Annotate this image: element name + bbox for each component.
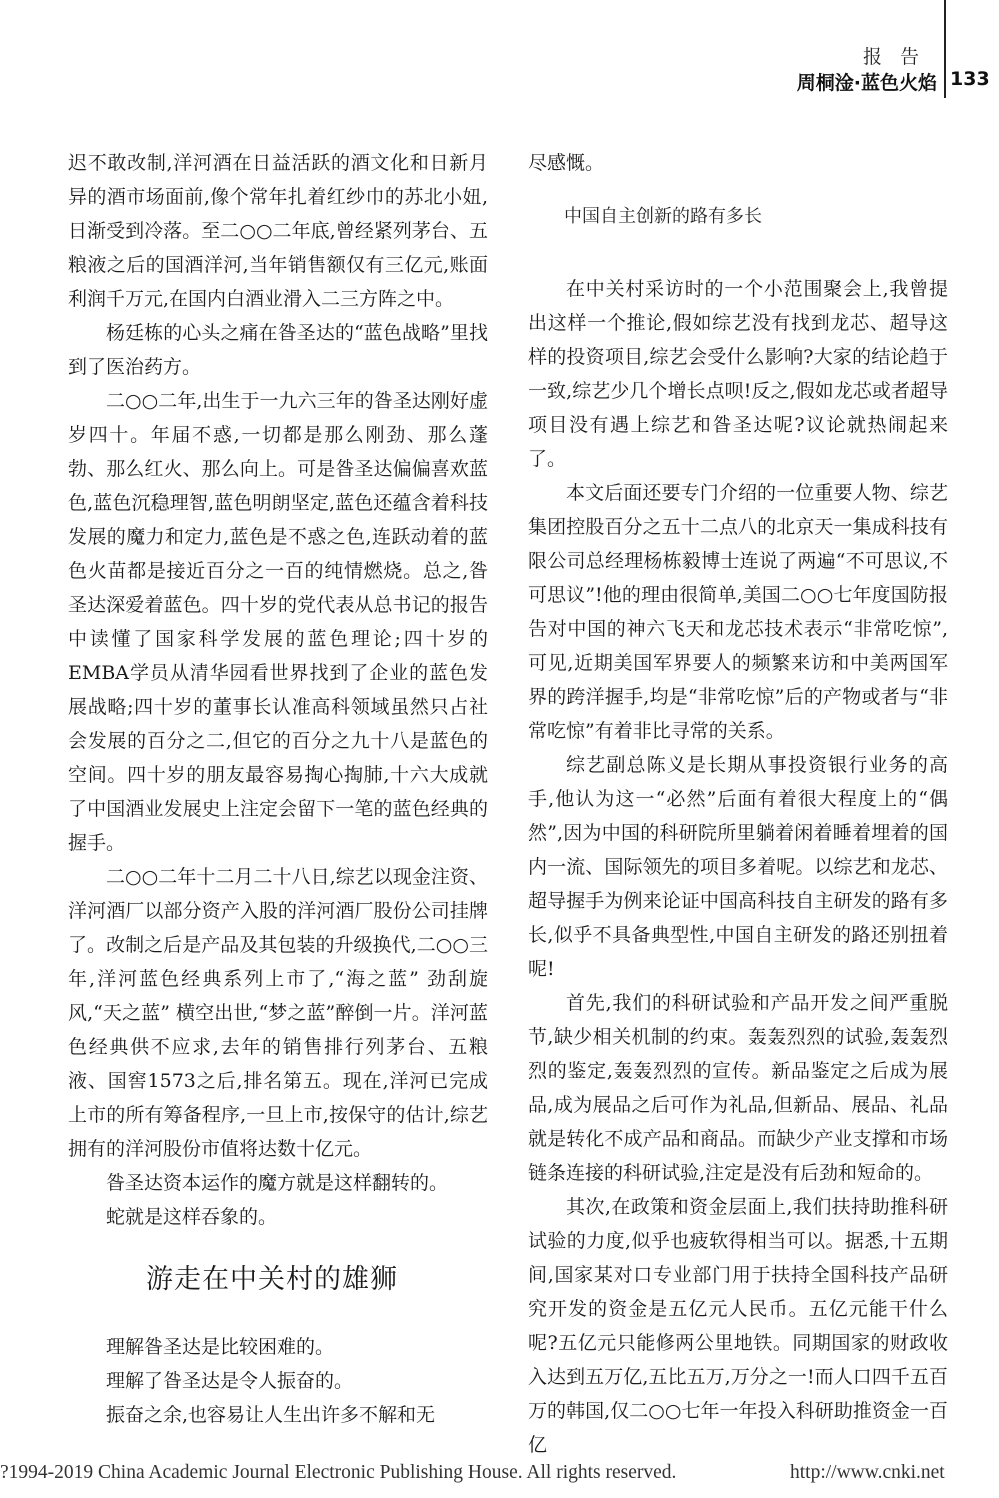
paragraph-continuation: 尽感慨。 (528, 152, 605, 174)
paragraph: 本文后面还要专门介绍的一位重要人物、综艺集团控股百分之五十二点八的北京天一集成科技有限公司总经理杨栋毅博士连说了两遍“不可思议,不可思议”!他的理由很简单,美国二○○七年度国防报告对中国的神六飞天和龙芯技术表示“非常吃惊”,可见,近期美国军界要人的频繁来访和中美两国军界的跨洋握手,均是“非常吃惊”后的产物或者与“非常吃惊”有着非比寻常的关系。 (528, 482, 948, 742)
paragraph: 二○○二年,出生于一九六三年的昝圣达刚好虚岁四十。年届不惑,一切都是那么刚劲、那么蓬勃、那么红火、那么向上。可是昝圣达偏偏喜欢蓝色,蓝色沉稳理智,蓝色明朗坚定,蓝色还蕴含着科技发展的魔力和定力,蓝色是不惑之色,连跃动着的蓝色火苗都是接近百分之一百的纯情燃烧。总之,昝圣达深爱着蓝色。四十岁的党代表从总书记的报告中读懂了国家科学发展的蓝色理论;四十岁的EMBA学员从清华园看世界找到了企业的蓝色发展战略;四十岁的董事长认准高科领域虽然只占社会发展的百分之二,但它的百分之九十八是蓝色的空间。四十岁的朋友最容易掏心掏肺,十六大成就了中国酒业发展史上注定会留下一笔的蓝色经典的握手。 (68, 390, 488, 854)
closing-line: 蛇就是这样吞象的。 (106, 1206, 278, 1228)
paragraph: 在中关村采访时的一个小范围聚会上,我曾提出这样一个推论,假如综艺没有找到龙芯、超导这样的投资项目,综艺会受什么影响?大家的结论趋于一致,综艺少几个增长点呗!反之,假如龙芯或者超导项目没有遇上综艺和昝圣达呢?议论就热闹起来了。 (528, 278, 948, 470)
paragraph: 杨廷栋的心头之痛在昝圣达的“蓝色战略”里找到了医治药方。 (68, 322, 488, 378)
left-column (68, 146, 488, 1432)
footer-url[interactable]: http://www.cnki.net (790, 1462, 945, 1483)
closing-line: 昝圣达资本运作的魔方就是这样翻转的。 (106, 1172, 449, 1194)
paragraph: 其次,在政策和资金层面上,我们扶持助推科研试验的力度,似乎也疲软得相当可以。据悉,十五期间,国家某对口专业部门用于扶持全国科技产品研究开发的资金是五亿元人民币。五亿元能干什么呢?五亿元只能修两公里地铁。同期国家的财政收入达到五万亿,五比五万,万分之一!而人口四千五百万的韩国,仅二○○七年一年投入科研助推资金一百亿 (528, 1196, 948, 1456)
page-footer (0, 1462, 999, 1484)
right-column (528, 146, 948, 1462)
copyright-notice: ?1994-2019 China Academic Journal Electronic Publishing House. All rights reserved. (0, 1462, 677, 1483)
section-label: 报告 (862, 46, 937, 68)
section-line: 理解了昝圣达是令人振奋的。 (106, 1370, 354, 1392)
paragraph: 振奋之余,也容易让人生出许多不解和无 (106, 1404, 436, 1426)
paragraph: 综艺副总陈义是长期从事投资银行业务的高手,他认为这一“必然”后面有着很大程度上的“偶然”,因为中国的科研院所里躺着闲着睡着埋着的国内一流、国际领先的项目多着呢。以综艺和龙芯、超导握手为例来论证中国高科技自主研发的路有多长,似乎不具备典型性,中国自主研发的路还别扭着呢! (528, 754, 948, 980)
section-title: 游走在中关村的雄狮 (146, 1264, 398, 1295)
section-line: 理解昝圣达是比较困难的。 (106, 1336, 335, 1358)
paragraph: 二○○二年十二月二十八日,综艺以现金注资、洋河酒厂以部分资产入股的洋河酒厂股份公司挂牌了。改制之后是产品及其包装的升级换代,二○○三年,洋河蓝色经典系列上市了,“海之蓝” 劲刮旋风,“天之蓝” 横空出世,“梦之蓝”醉倒一片。洋河蓝色经典供不应求,去年的销售排行列茅台、五粮液、国窖1573之后,排名第五。现在,洋河已完成上市的所有筹备程序,一旦上市,按保守的估计,综艺拥有的洋河股份市值将达数十亿元。 (68, 866, 488, 1160)
page-number: 133 (950, 68, 990, 90)
paragraph: 迟不敢改制,洋河酒在日益活跃的酒文化和日新月异的酒市场面前,像个常年扎着红纱巾的苏北小妞,日渐受到冷落。至二○○二年底,曾经紧列茅台、五粮液之后的国酒洋河,当年销售额仅有三亿元,账面利润千万元,在国内白酒业滑入二三方阵之中。 (68, 152, 488, 310)
subheading: 中国自主创新的路有多长 (564, 206, 762, 227)
running-title: 周桐淦·蓝色火焰 (796, 72, 937, 94)
paragraph: 首先,我们的科研试验和产品开发之间严重脱节,缺少相关机制的约束。轰轰烈烈的试验,轰轰烈烈的鉴定,轰轰烈烈的宣传。新品鉴定之后成为展品,成为展品之后可作为礼品,但新品、展品、礼品就是转化不成产品和商品。而缺少产业支撑和市场链条连接的科研试验,注定是没有后劲和短命的。 (528, 992, 948, 1184)
header-divider-line (944, 0, 946, 98)
